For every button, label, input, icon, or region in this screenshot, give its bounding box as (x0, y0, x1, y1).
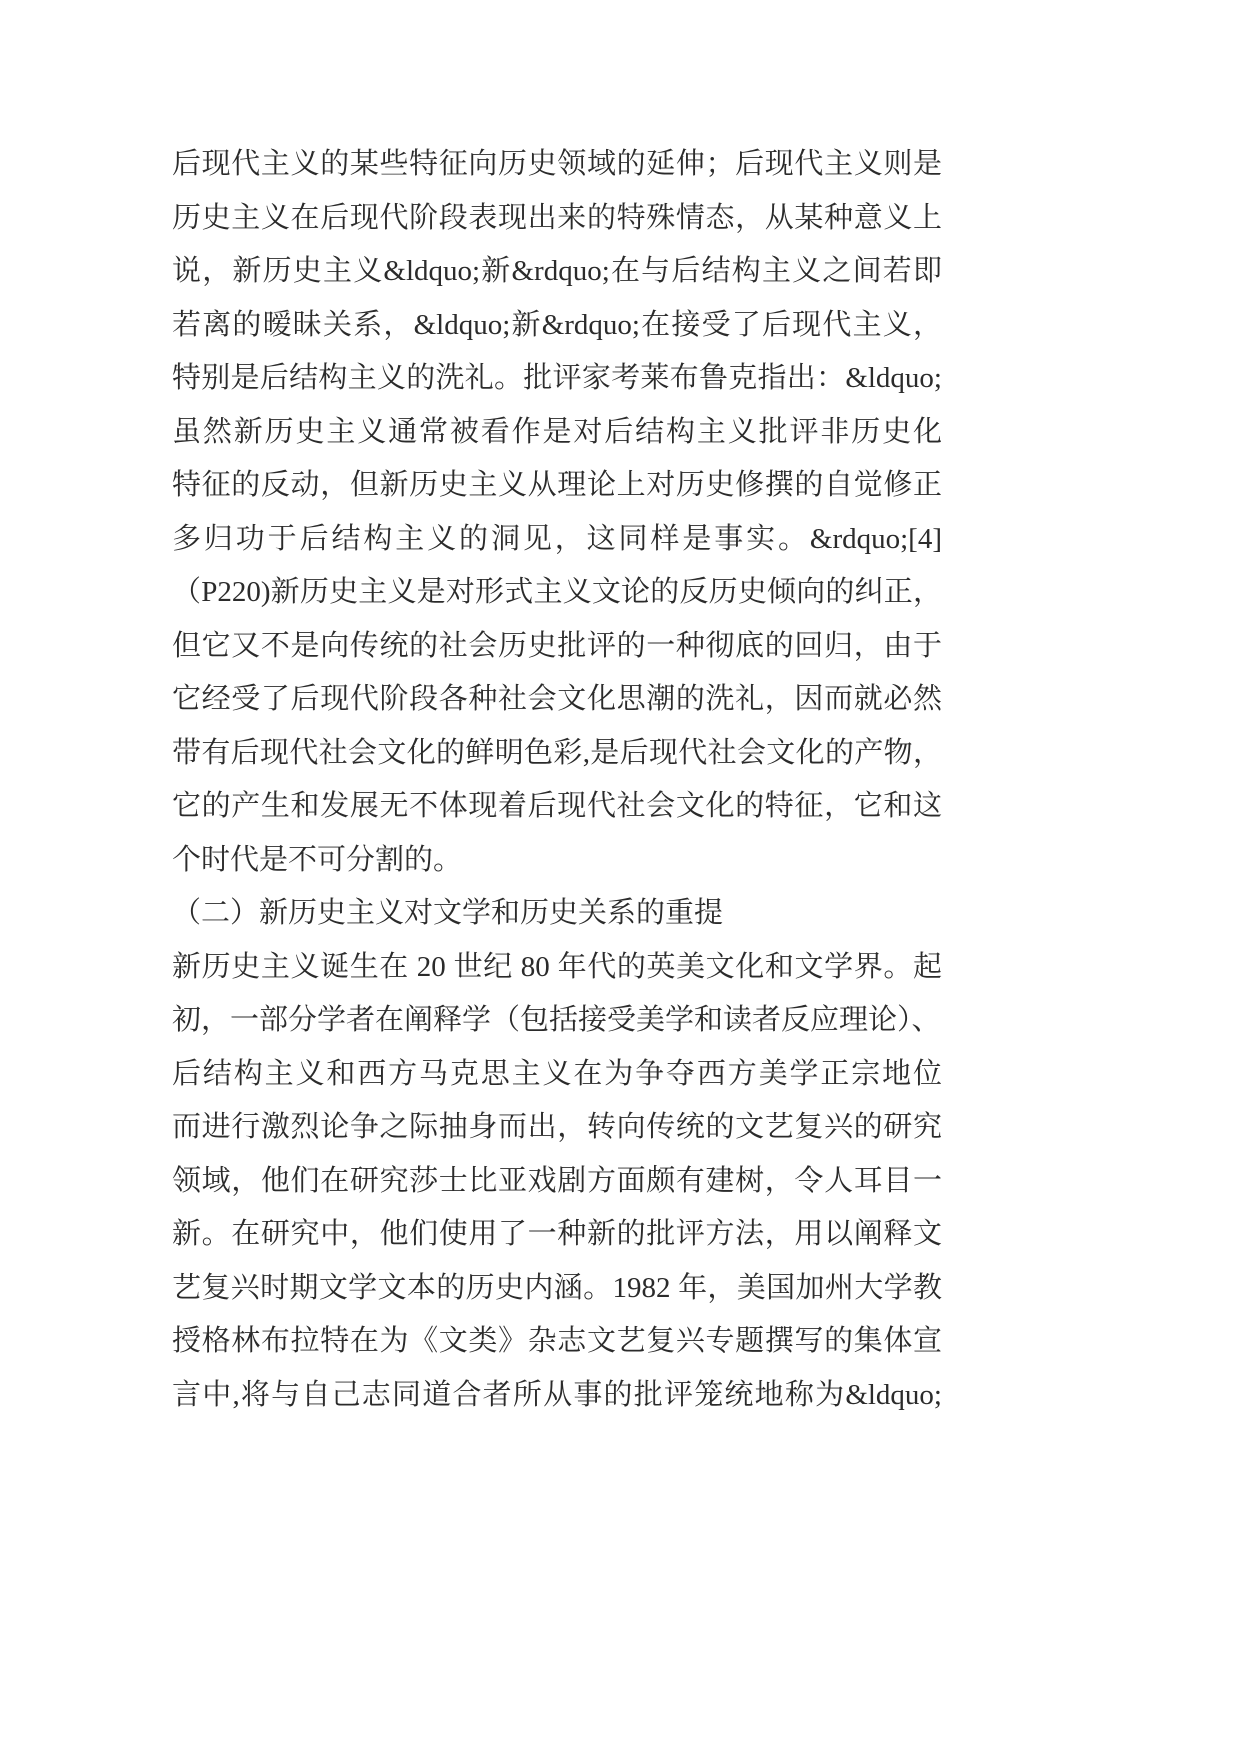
paragraph-line: 初，一部分学者在阐释学（包括接受美学和读者反应理论）、 (172, 1004, 941, 1036)
paragraph-line: 新历史主义诞生在 20 世纪 80 年代的英美文化和文学界。起 (172, 950, 942, 983)
paragraph-line: 新。在研究中，他们使用了一种新的批评方法，用以阐释文 (172, 1218, 942, 1250)
paragraph-line: 虽然新历史主义通常被看作是对后结构主义批评非历史化 (172, 415, 942, 448)
paragraph-line: 带有后现代社会文化的鲜明色彩,是后现代社会文化的产物， (172, 736, 942, 769)
paragraph-line: （P220)新历史主义是对形式主义文论的反历史倾向的纠正， (172, 576, 942, 608)
document-body (172, 138, 952, 1422)
paragraph-2 (172, 941, 952, 1423)
paragraph-line: 它经受了后现代阶段各种社会文化思潮的洗礼，因而就必然 (172, 683, 942, 715)
paragraph-line: 艺复兴时期文学文本的历史内涵。1982 年，美国加州大学教 (172, 1271, 942, 1304)
paragraph-line: 说，新历史主义&ldquo;新&rdquo;在与后结构主义之间若即 (172, 255, 942, 287)
paragraph-line: 特别是后结构主义的洗礼。批评家考莱布鲁克指出：&ldquo; (172, 362, 942, 394)
paragraph-line: 言中,将与自己志同道合者所从事的批评笼统地称为&ldquo; (172, 1378, 942, 1411)
paragraph-line: 若离的暧昧关系，&ldquo;新&rdquo;在接受了后现代主义， (172, 308, 942, 341)
paragraph-line: 领域，他们在研究莎士比亚戏剧方面颇有建树，令人耳目一 (172, 1164, 942, 1197)
paragraph-line: 个时代是不可分割的。 (172, 843, 463, 876)
paragraph-1 (172, 138, 952, 887)
paragraph-line: 特征的反动，但新历史主义从理论上对历史修撰的自觉修正 (172, 469, 942, 501)
paragraph-line: 但它又不是向传统的社会历史批评的一种彻底的回归，由于 (172, 629, 942, 662)
paragraph-line: 授格林布拉特在为《文类》杂志文艺复兴专题撰写的集体宣 (172, 1325, 942, 1357)
paragraph-line: 历史主义在后现代阶段表现出来的特殊情态，从某种意义上 (172, 201, 942, 234)
paragraph-line: 后结构主义和西方马克思主义在为争夺西方美学正宗地位 (172, 1057, 942, 1090)
section-heading: （二）新历史主义对文学和历史关系的重提 (172, 897, 724, 929)
paragraph-line: 多归功于后结构主义的洞见，这同样是事实。&rdquo;[4] (172, 522, 942, 555)
paragraph-line: 而进行激烈论争之际抽身而出，转向传统的文艺复兴的研究 (172, 1111, 942, 1143)
paragraph-line: 后现代主义的某些特征向历史领域的延伸；后现代主义则是 (172, 148, 942, 180)
paragraph-line: 它的产生和发展无不体现着后现代社会文化的特征，它和这 (172, 790, 942, 822)
